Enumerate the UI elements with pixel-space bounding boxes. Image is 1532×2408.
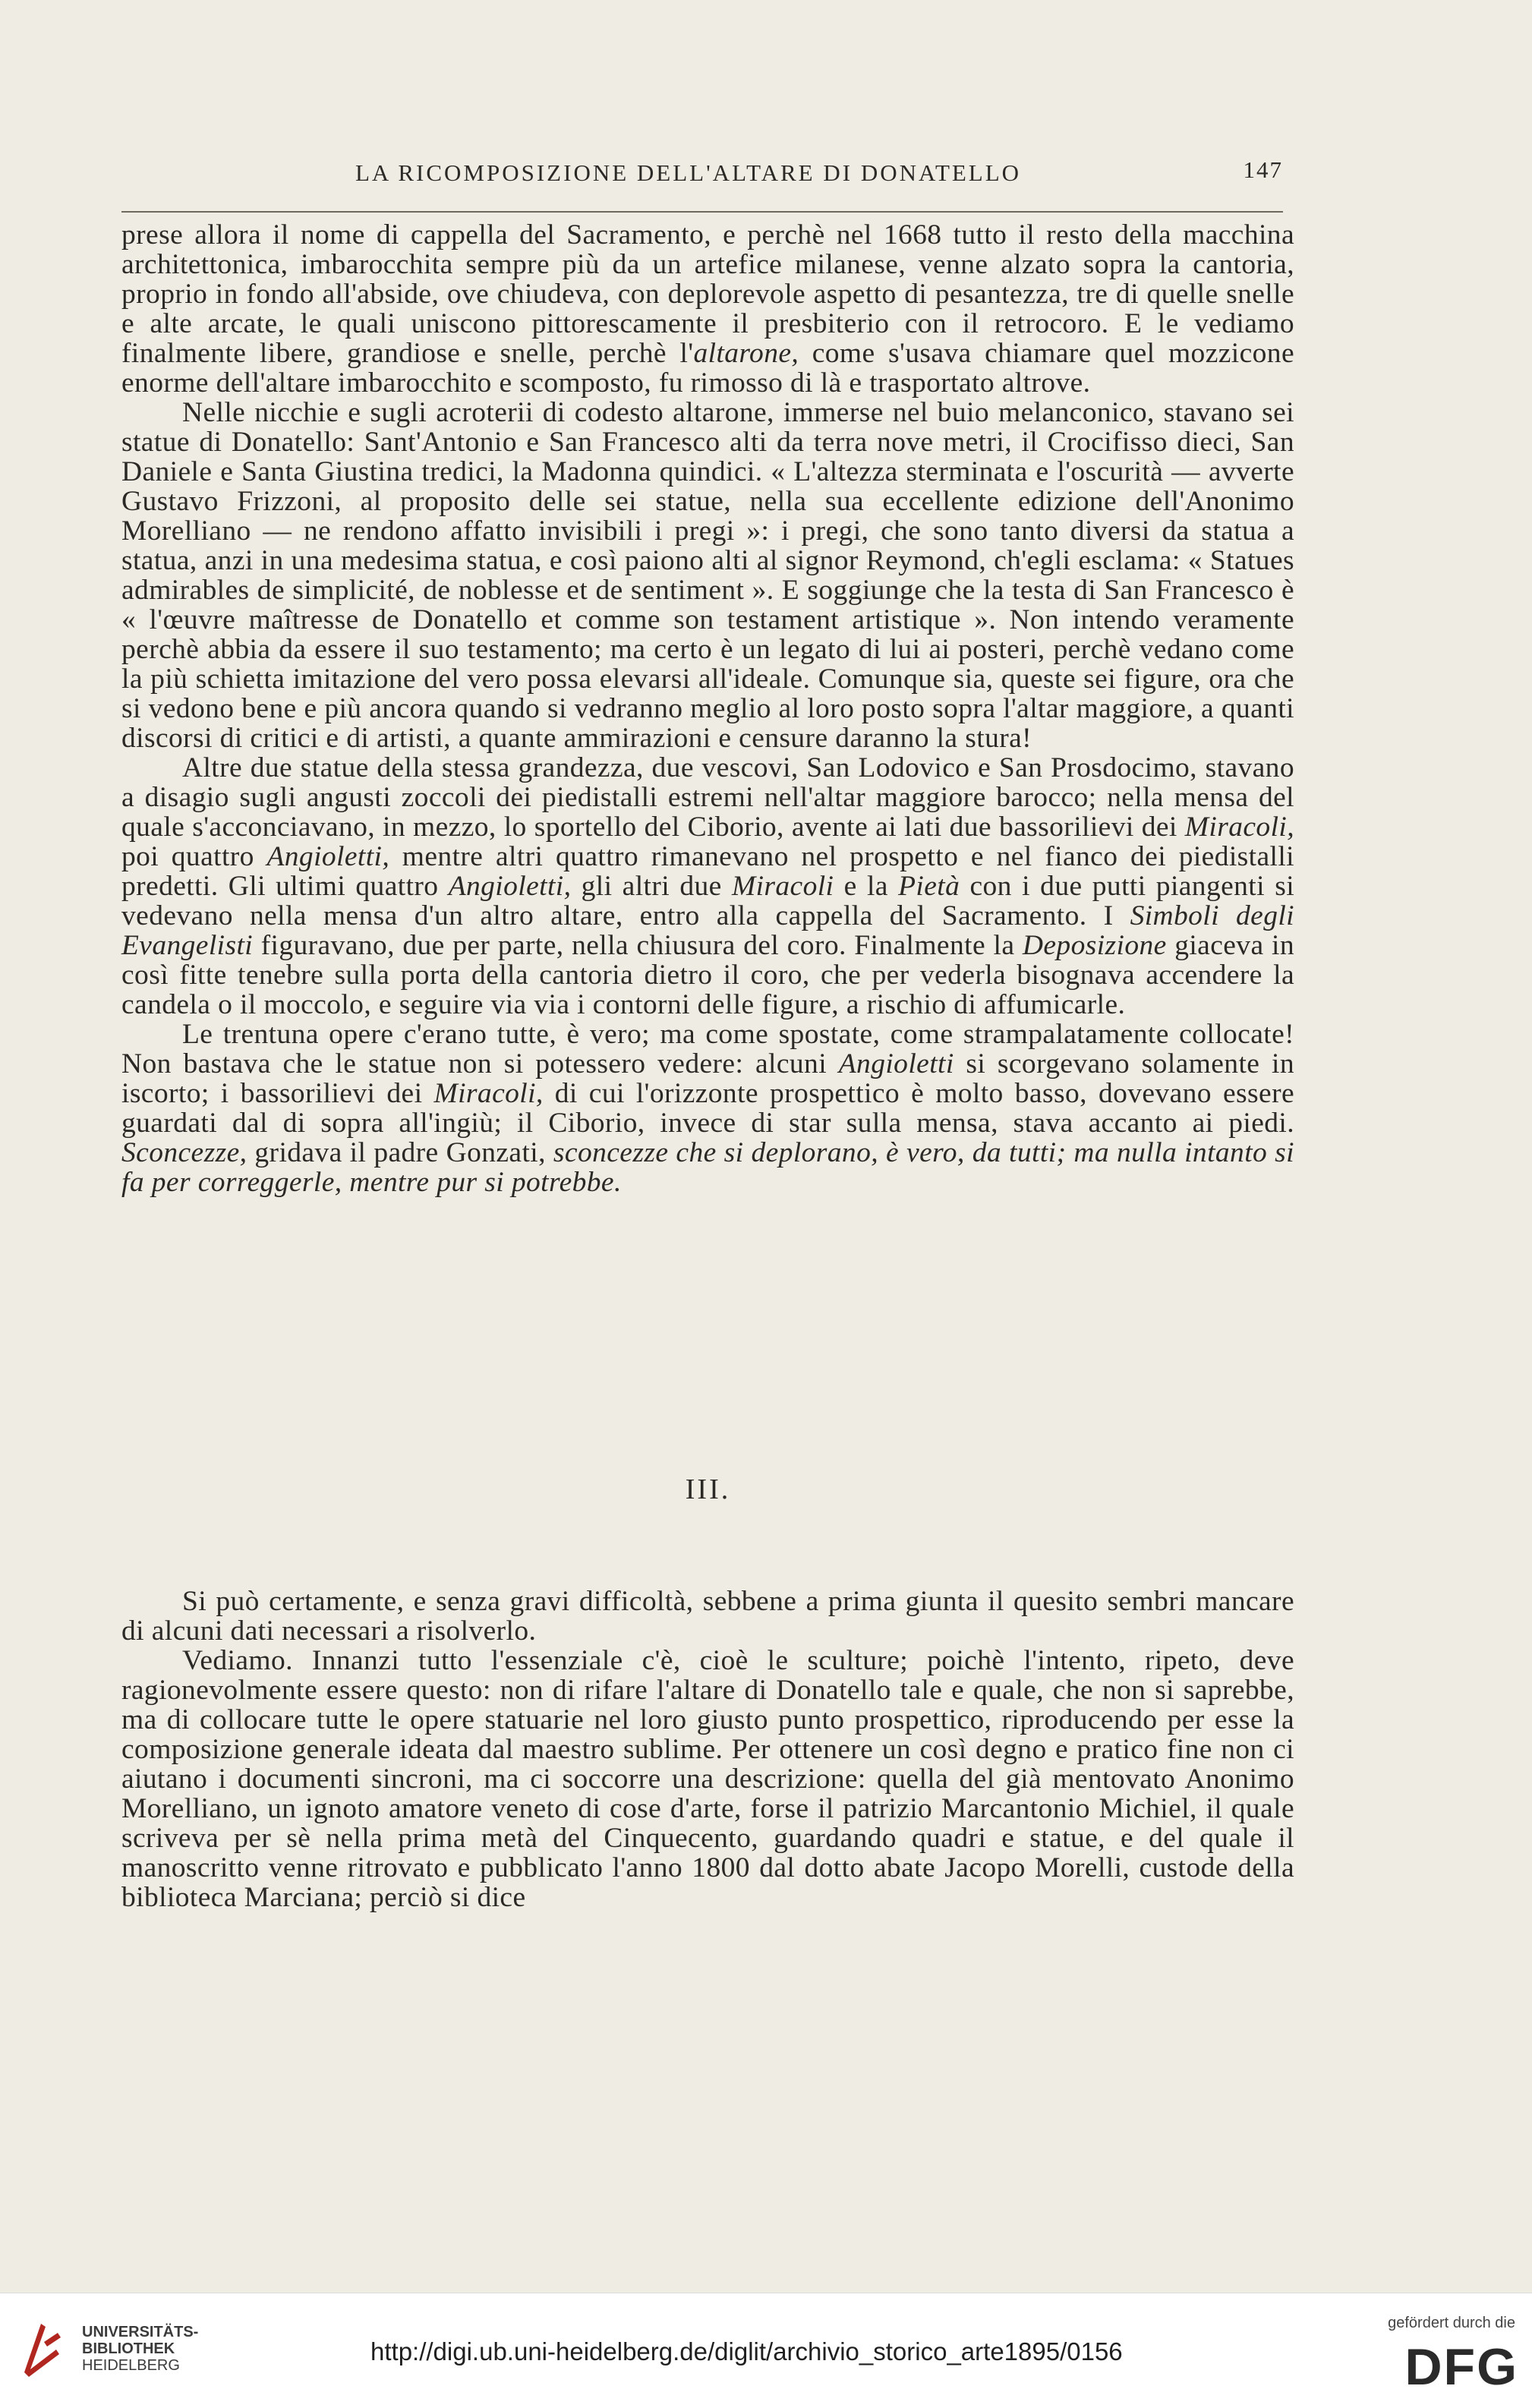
- library-name-line: UNIVERSITÄTS-: [82, 2324, 199, 2340]
- italic-phrase: Angioletti,: [266, 841, 390, 872]
- italic-phrase: Miracoli: [731, 871, 834, 902]
- italic-phrase: Angioletti,: [448, 871, 572, 902]
- heidelberg-library-logo-icon[interactable]: [18, 2319, 64, 2380]
- library-name-line: BIBLIOTHEK: [82, 2340, 175, 2357]
- running-title: LA RICOMPOSIZIONE DELL'ALTARE DI DONATELLO: [355, 159, 1022, 186]
- text-run: di cui l'orizzonte prospettico è molto basso, dovevano essere guardati dal di sopra all'ingiù; il Ciborio, invece di star sulla mensa, stava accanto ai piedi.: [121, 1078, 1295, 1139]
- text-run: figuravano, due per parte, nella chiusura del coro. Finalmente la: [253, 930, 1023, 961]
- text-run: prese allora il nome di cappella del Sacramento, e perchè nel 1668 tutto il resto della macchina architettonica, imbarocchita sempre più da un artefice milanese, venne alzato sopra la cantoria, proprio in fondo all'abside, ove chiudeva, con deplorevole aspetto di pesantezza, tre di quelle snelle e alte arcate, le quali uniscono pittorescamente il presbiterio con il retrocoro. E le vediamo finalmente libere, grandiose e snelle, perchè l': [121, 219, 1294, 369]
- italic-phrase: Miracoli,: [1184, 812, 1294, 843]
- text-run: gli altri due: [571, 871, 732, 902]
- italic-phrase: Angioletti: [838, 1048, 954, 1080]
- paragraph: [121, 1587, 1294, 1646]
- text-run: Vediamo. Innanzi tutto l'essenziale c'è, cioè le sculture; poichè l'intento, ripeto, deve ragionevolmente essere questo: non di rifare l'altare di Donatello tale e quale, che non si saprebbe, ma di collocare tutte le opere statuarie nel loro giusto punto prospettico, riproducendo per esse la composizione generale ideata dal maestro sublime. Per ottenere un così degno e pratico fine non ci aiutano i documenti sincroni, ma ci soccorre una descrizione: quella del già mentovato Anonimo Morelliano, un ignoto amatore veneto di cose d'arte, forse il patrizio Marcantonio Michiel, il quale scriveva per sè nella prima metà del Cinquecento, guardando quadri e statue, e del quale il manoscritto venne ritrovato e pubblicato l'anno 1800 dal dotto abate Jacopo Morelli, custode della biblioteca Marciana; perciò si dice: [121, 1645, 1294, 1913]
- text-run: e la: [834, 871, 899, 902]
- text-run: come s'usava chiamare quel mozzicone enorme dell'altare imbarocchito e scomposto, fu rimosso di là e trasportato altrove.: [121, 338, 1294, 399]
- viewer-footer: [0, 2293, 1532, 2408]
- text-run: Altre due statue della stessa grandezza, due vescovi, San Lodovico e San Prosdocimo, stavano a disagio sugli angusti zoccoli dei piedistalli estremi nell'altar maggiore barocco; nella mensa del quale s'acconciavano, in mezzo, lo sportello del Ciborio, avente ai lati due bassorilievi dei: [121, 752, 1294, 843]
- paragraph: [121, 753, 1294, 1020]
- italic-phrase: altarone,: [693, 338, 799, 369]
- page-header: [121, 152, 1283, 205]
- text-run: si scorgevano solamente in iscorto; i bassorilievi dei: [121, 1048, 1294, 1109]
- page-number: 147: [1243, 156, 1283, 183]
- text-run: Si può certamente, e senza gravi difficoltà, sebbene a prima giunta il quesito sembri mancare di alcuni dati necessari a risolverlo.: [121, 1586, 1294, 1647]
- text-run: Nelle nicchie e sugli acroterii di codesto altarone, immerse nel buio melanconico, stavano sei statue di Donatello: Sant'Antonio e San Francesco alti da terra nove metri, il Crocifisso dieci, San Daniele e Santa Giustina tredici, la Madonna quindici. « L'altezza sterminata e l'oscurità — avverte Gustavo Frizzoni, al proposito delle sei statue, nella sua eccellente edizione dell'Anonimo Morelliano — ne rendono affatto invisibili i pregi »: i pregi, che sono tanto diversi da statua a statua, anzi in una medesima statua, e così paiono alti al signor Reymond, ch'egli esclama: « Statues admirables de simplicité, de noblesse et de sentiment ». E soggiunge che la testa di San Francesco è « l'œuvre maîtresse de Donatello et comme son testament artistique ». Non intendo veramente perchè abbia da essere il suo testamento; ma certo è un legato di lui ai posteri, perchè vedano come la più schietta imitazione del vero possa elevarsi all'ideale. Comunque sia, queste sei figure, ora che si vedono bene e più ancora quando si vedranno meglio al loro posto sopra l'altar maggiore, a quanti discorsi di critici e di artisti, a quante ammirazioni e censure daranno la stura!: [121, 397, 1294, 754]
- section-heading: III.: [685, 1473, 731, 1505]
- body-text-section-2: [121, 220, 1294, 1197]
- header-rule: [121, 211, 1283, 213]
- dfg-logo[interactable]: DFG: [1404, 2338, 1518, 2396]
- paragraph: [121, 1020, 1294, 1197]
- funding-note: gefördert durch die: [1388, 2315, 1515, 2331]
- text-run: con i due putti piangenti si vedevano nella mensa d'un altro altare, entro alla cappella del Sacramento. I: [121, 871, 1295, 931]
- italic-phrase: Sconcezze,: [121, 1137, 247, 1168]
- text-run: mentre altri quattro rimanevano nel prospetto e nel fianco dei piedistalli predetti. Gli ultimi quattro: [121, 841, 1294, 902]
- italic-phrase: sconcezze che si deplorano, è vero, da tutti; ma nulla intanto si fa per correggerle, mentre pur si potrebbe.: [121, 1137, 1294, 1198]
- body-text-section-3: [121, 1587, 1294, 1912]
- text-run: poi quattro: [121, 841, 267, 872]
- library-name-line: HEIDELBERG: [82, 2357, 180, 2374]
- italic-phrase: Simboli degli Evangelisti: [121, 900, 1294, 961]
- paragraph: [121, 1646, 1294, 1912]
- paragraph: [121, 220, 1294, 398]
- italic-phrase: Miracoli,: [433, 1078, 544, 1109]
- italic-phrase: Pietà: [898, 871, 960, 902]
- text-run: gridava il padre Gonzati,: [247, 1137, 553, 1168]
- library-name[interactable]: [82, 2324, 198, 2374]
- text-run: Le trentuna opere c'erano tutte, è vero; ma come spostate, come strampalatamente collocate! Non bastava che le statue non si potessero vedere: alcuni: [121, 1019, 1294, 1080]
- paragraph: [121, 398, 1294, 753]
- text-run: giaceva in così fitte tenebre sulla porta della cantoria dietro il coro, che per vederla bisognava accendere la candela o il moccolo, e seguire via via i contorni delle figure, a rischio di affumicarle.: [121, 930, 1294, 1020]
- permalink-url[interactable]: http://digi.ub.uni-heidelberg.de/diglit/archivio_storico_arte1895/0156: [370, 2337, 1123, 2365]
- italic-phrase: Deposizione: [1022, 930, 1167, 961]
